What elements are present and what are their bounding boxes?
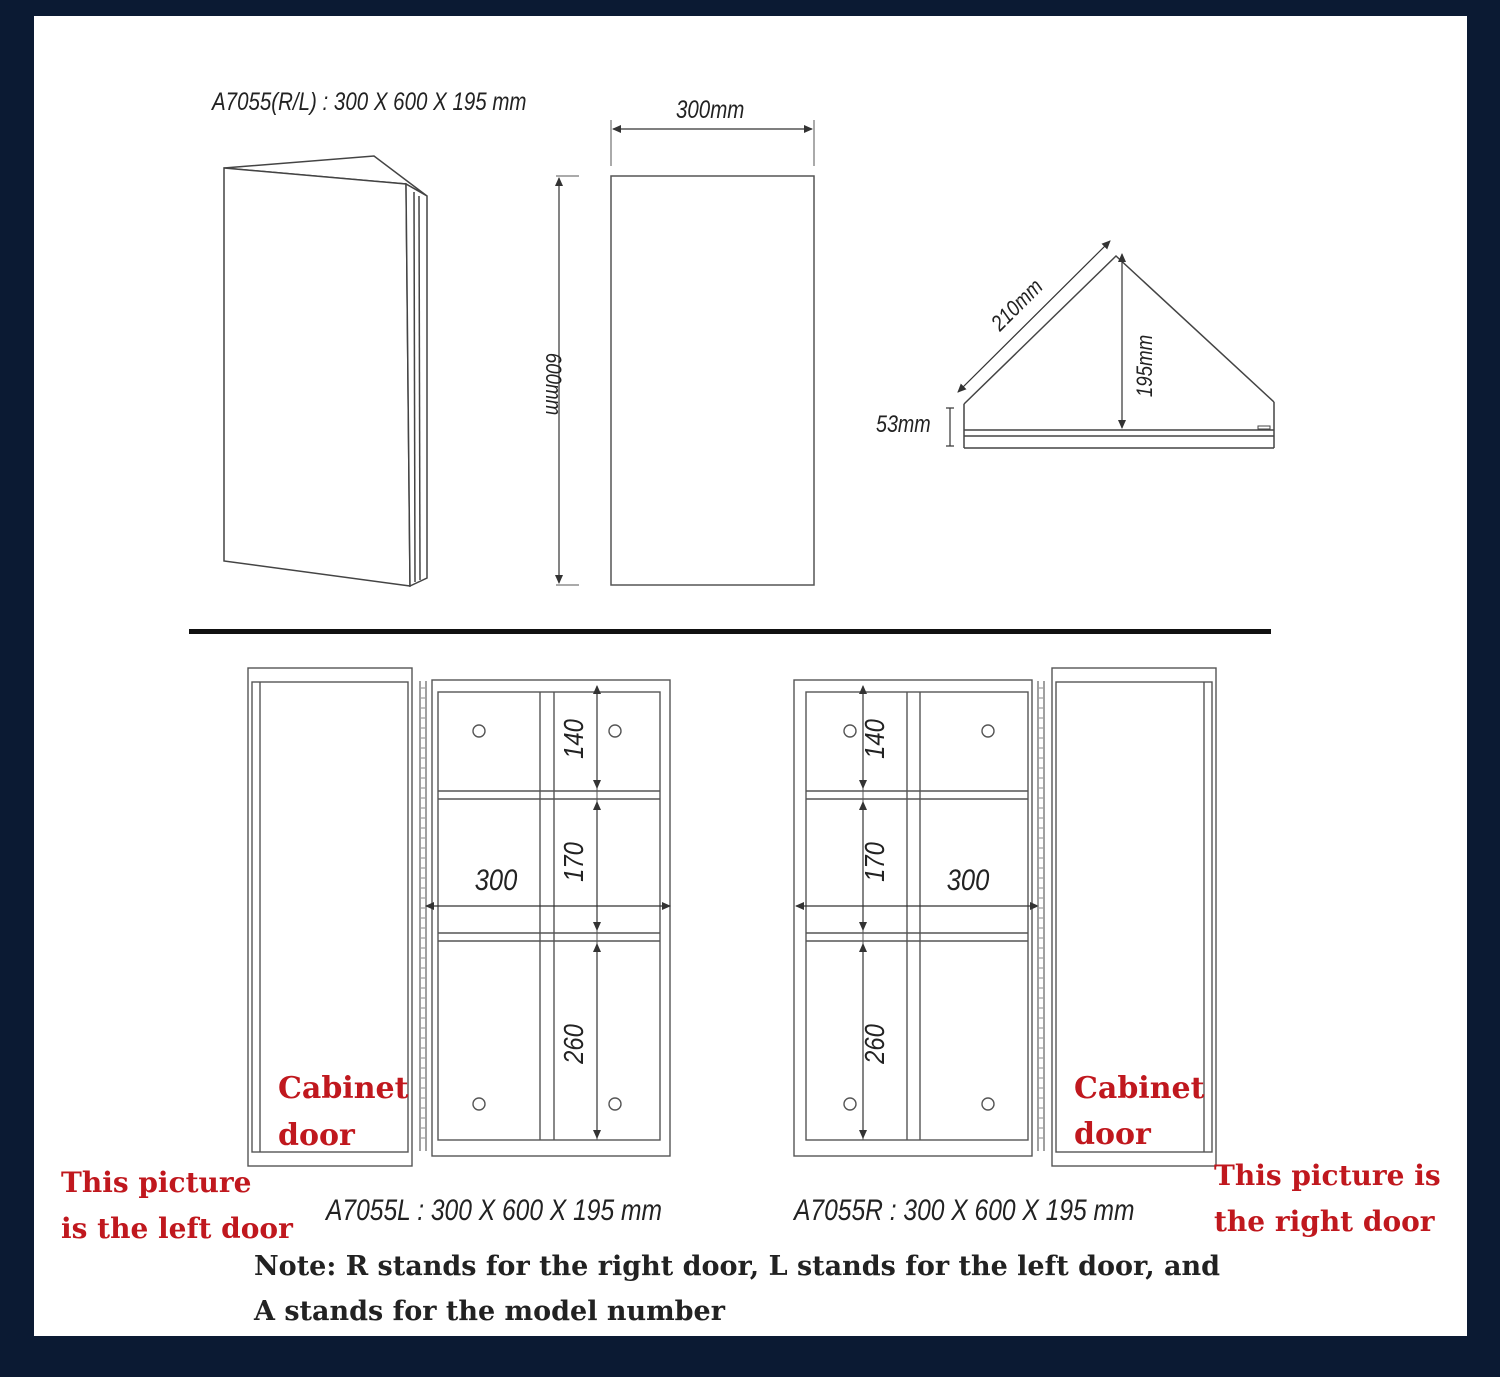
left-shelf-height-2: 170 bbox=[557, 842, 590, 882]
note-line2: A stands for the model number bbox=[254, 1296, 725, 1327]
height-dimension-label: 600mm bbox=[540, 352, 565, 416]
diagonal-dimension-label: 210mm bbox=[987, 275, 1048, 336]
left-caption-line2: is the left door bbox=[61, 1212, 293, 1245]
diagram-canvas bbox=[34, 16, 1467, 1336]
right-hinge-ticks bbox=[1039, 688, 1043, 1138]
left-shelf-height-3: 260 bbox=[557, 1024, 590, 1064]
note-line1: Note: R stands for the right door, L stands for the left door, and bbox=[254, 1251, 1221, 1282]
right-door-label-line2: door bbox=[1074, 1117, 1151, 1152]
right-model-label: A7055R : 300 X 600 X 195 mm bbox=[794, 1194, 1135, 1227]
model-title: A7055(R/L) : 300 X 600 X 195 mm bbox=[212, 88, 527, 116]
left-door-label-line1: Cabinet bbox=[278, 1071, 409, 1106]
depth-dimension-label: 195mm bbox=[1133, 334, 1158, 398]
cabinet-3d-view bbox=[224, 156, 427, 586]
width-dimension-label: 300mm bbox=[676, 96, 745, 124]
right-shelf-height-2: 170 bbox=[858, 842, 891, 882]
drawing bbox=[34, 16, 1467, 1336]
right-shelf-height-1: 140 bbox=[858, 719, 891, 759]
left-caption-line1: This picture bbox=[61, 1166, 252, 1199]
left-model-label: A7055L : 300 X 600 X 195 mm bbox=[326, 1194, 662, 1227]
right-shelf-height-3: 260 bbox=[858, 1024, 891, 1064]
left-width-label: 300 bbox=[474, 863, 518, 897]
front-view bbox=[556, 120, 814, 585]
right-caption-line2: the right door bbox=[1214, 1205, 1435, 1238]
side-height-label: 53mm bbox=[876, 411, 931, 438]
top-view-triangle bbox=[946, 241, 1274, 448]
right-door-label-line1: Cabinet bbox=[1074, 1071, 1205, 1106]
left-hinge-ticks bbox=[421, 688, 425, 1138]
right-width-label: 300 bbox=[946, 863, 990, 897]
left-shelf-height-1: 140 bbox=[557, 719, 590, 759]
left-door-label-line2: door bbox=[278, 1118, 355, 1153]
right-caption-line1: This picture is bbox=[1214, 1159, 1441, 1192]
section-divider bbox=[189, 629, 1271, 634]
